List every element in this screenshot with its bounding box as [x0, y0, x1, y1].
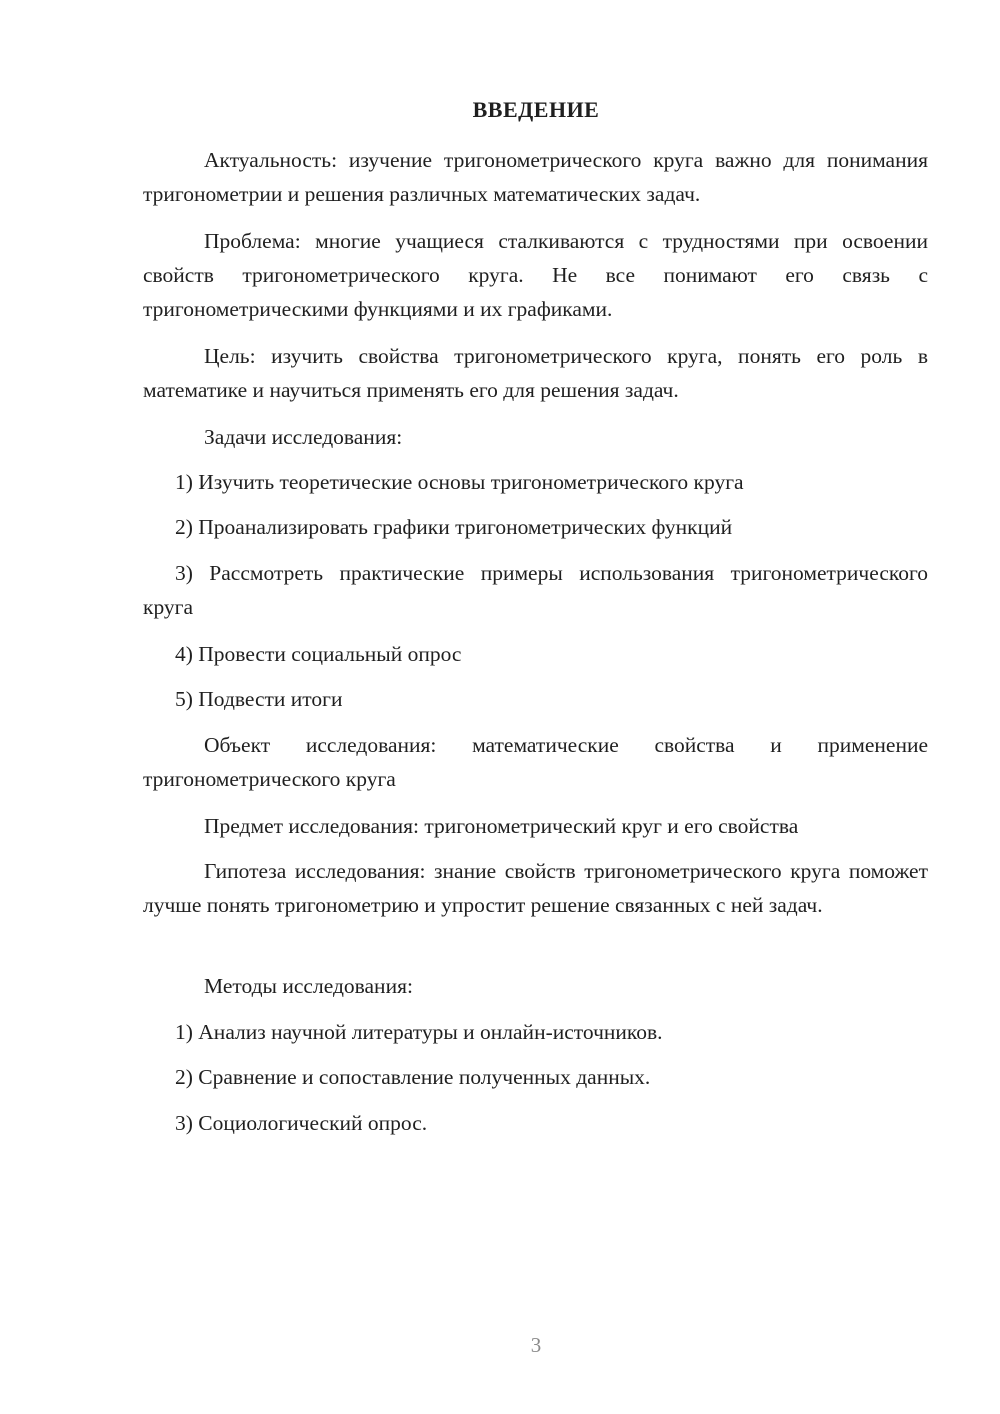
task-item-3: 3) Рассмотреть практические примеры использования тригонометрического круга — [143, 561, 928, 619]
method-item-3: 3) Социологический опрос. — [175, 1111, 428, 1135]
task-item-2: 2) Проанализировать графики тригонометрических функций — [175, 515, 733, 539]
page-title: ВВЕДЕНИЕ — [472, 97, 600, 122]
task-item-5: 5) Подвести итоги — [175, 687, 343, 711]
page-number: 3 — [530, 1333, 542, 1357]
subject-paragraph: Предмет исследования: тригонометрический круг и его свойства — [204, 814, 799, 838]
tasks-heading: Задачи исследования: — [204, 425, 403, 449]
problem-paragraph: Проблема: многие учащиеся сталкиваются с трудностями при освоении свойств тригонометрического круга. Не все понимают его связь с тригонометрическими функциями и их графиками. — [143, 229, 928, 321]
method-item-1: 1) Анализ научной литературы и онлайн-источников. — [175, 1020, 663, 1044]
method-item-2: 2) Сравнение и сопоставление полученных данных. — [175, 1065, 651, 1089]
hypothesis-paragraph: Гипотеза исследования: знание свойств тригонометрического круга поможет лучше понять тригонометрию и упростит решение связанных с ней задач. — [143, 859, 928, 917]
task-item-1: 1) Изучить теоретические основы тригонометрического круга — [175, 470, 744, 494]
task-item-4: 4) Провести социальный опрос — [175, 642, 462, 666]
goal-paragraph: Цель: изучить свойства тригонометрического круга, понять его роль в математике и научиться применять его для решения задач. — [143, 344, 928, 402]
relevance-paragraph: Актуальность: изучение тригонометрического круга важно для понимания тригонометрии и решения различных математических задач. — [143, 148, 928, 206]
methods-heading: Методы исследования: — [204, 974, 413, 998]
object-paragraph: Объект исследования: математические свойства и применение тригонометрического круга — [143, 733, 928, 791]
